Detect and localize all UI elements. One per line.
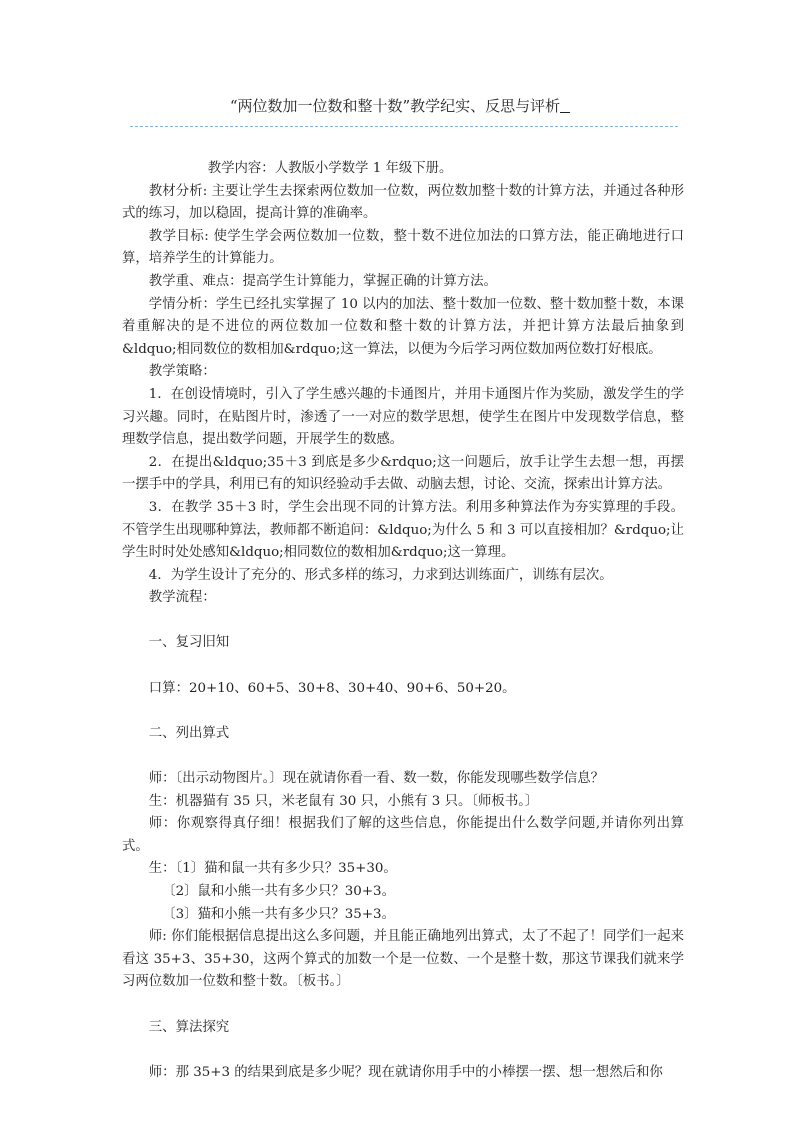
section-heading-equations: 二、列出算式	[148, 725, 230, 741]
paragraph-strategy-2: 2．在提出&ldquo;35＋3 到底是多少&rdquo;这一问题后，放手让学生去想一想，再摆一摆手中的学具，利用已有的知识经验动手去做、动脑去想，讨论、交流，探索出计算方法。	[122, 454, 684, 493]
spacer	[122, 1039, 684, 1062]
paragraph-objectives: 教学目标: 使学生学会两位数加一位数，整十数不进位加法的口算方法，能正确地进行口算，培养学生的计算能力。	[122, 228, 684, 267]
spacer	[122, 745, 684, 768]
section-heading-exploration: 三、算法探究	[148, 1019, 230, 1035]
paragraph-strategy-heading: 教学策略：	[148, 364, 216, 380]
title-underline-blank	[560, 98, 570, 113]
paragraph-strategy-1: 1．在创设情境时，引入了学生感兴趣的卡通图片，并用卡通图片作为奖励，激发学生的学习兴趣。同时，在贴图片时，渗透了一一对应的数学思想，使学生在图片中发现数学信息，整理数学信息，提出数学问题，开展学生的数感。	[122, 386, 684, 448]
paragraph-key-points: 教学重、难点：提高学生计算能力，掌握正确的计算方法。	[148, 273, 497, 289]
paragraph-teacher-1: 师：〔出示动物图片。〕现在就请你看一看、数一数，你能发现哪些数学信息？	[148, 771, 605, 787]
spacer	[122, 994, 684, 1017]
paragraph-student-2b: 〔2〕鼠和小熊一共有多少只？30+3。	[162, 884, 395, 899]
paragraph-teacher-4: 师：那 35+3 的结果到底是多少呢？现在就请你用手中的小棒摆一摆、想一想然后和你	[148, 1064, 663, 1080]
paragraph-teacher-2: 师：你观察得真仔细！根据我们了解的这些信息，你能提出什么数学问题,并请你列出算式。	[122, 816, 684, 854]
section-heading-review: 一、复习旧知	[148, 635, 230, 651]
paragraph-strategy-4: 4．为学生设计了充分的、形式多样的练习，力求到达训练面广，训练有层次。	[148, 567, 613, 583]
document-body	[122, 158, 684, 1084]
paragraph-material-analysis: 教材分析: 主要让学生去探索两位数加一位数，两位数加整十数的计算方法，并通过各种形式的练习，加以稳固，提高计算的准确率。	[122, 183, 684, 222]
paragraph-student-2c: 〔3〕猫和小熊一共有多少只？35+3。	[162, 906, 395, 922]
paragraph-student-analysis: 学情分析：学生已经扎实掌握了 10 以内的加法、整十数加一位数、整十数加整十数，本课着重解决的是不进位的两位数加一位数和整十数的计算方法，并把计算方法最后抽象到&ldquo;相同数位的数相加&rdquo;这一算法，以便为今后学习两位数加两位数打好根底。	[122, 296, 684, 357]
paragraph-student-1: 生：机器猫有 35 只，米老鼠有 30 只，小熊有 3 只。〔师板书。〕	[148, 793, 539, 809]
paragraph-process-heading: 教学流程：	[148, 590, 216, 606]
spacer	[122, 655, 684, 678]
spacer	[122, 700, 684, 723]
title-divider	[130, 126, 678, 127]
document-title-text: “两位数加一位数和整十数”教学纪实、反思与评析	[229, 97, 561, 115]
spacer	[122, 610, 684, 633]
paragraph-mental-math: 口算：20+10、60+5、30+8、30+40、90+6、50+20。	[148, 680, 516, 696]
paragraph-content: 教学内容：人教版小学数学 1 年级下册。	[207, 161, 453, 176]
paragraph-strategy-3: 3．在教学 35＋3 时，学生会出现不同的计算方法。利用多种算法作为夯实算理的手段。不管学生出现哪种算法，教师都不断追问：&ldquo;为什么 5 和 3 可以直接相加？&rdquo;让学生时时处处感知&ldquo;相同数位的数相加&rdquo;这一算理。	[122, 499, 684, 561]
paragraph-student-2: 生：〔1〕猫和鼠一共有多少只？35+30。	[148, 861, 397, 877]
paragraph-teacher-3: 师: 你们能根据信息提出这么多问题，并且能正确地列出算式，太了不起了！同学们一起来看这 35+3、35+30，这两个算式的加数一个是一位数、一个是整十数，那这节课我们就来学习两位数加一位数和整十数。〔板书。〕	[122, 929, 684, 990]
document-title	[0, 96, 800, 116]
